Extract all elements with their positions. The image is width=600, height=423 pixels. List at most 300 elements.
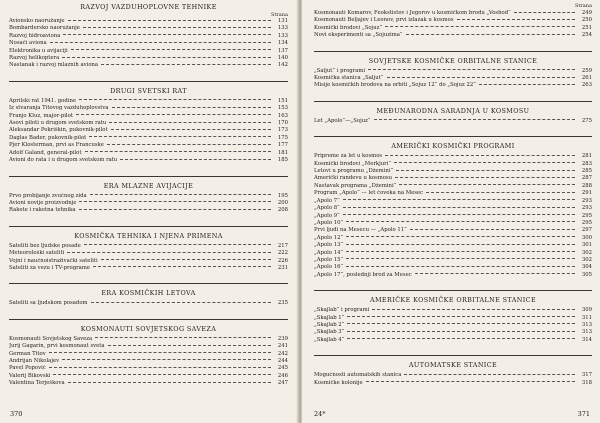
entry-page-number: 287 (581, 175, 592, 182)
entry-page-number: 283 (581, 160, 592, 167)
entry-page-number: 250 (581, 17, 592, 24)
section-title: SOVJETSKE KOSMIČKE ORBITALNE STANICE (368, 56, 538, 65)
toc-entry (9, 40, 288, 47)
toc-entry (314, 17, 592, 24)
entry-page-number: 247 (277, 380, 288, 387)
entry-page-number: 181 (277, 149, 288, 156)
toc-entry (314, 175, 592, 182)
toc-entry (314, 68, 592, 75)
toc-entry (9, 373, 288, 380)
strana-column-label: Strana (574, 3, 592, 9)
dot-leader (83, 27, 271, 28)
entry-title: Misije kosmičkih brodova na orbiti „Sojuz 12“ do „Sojuz 22“ (314, 82, 476, 89)
entry-title: Aleksandar Pokriškin, pukovnik-pilot (9, 127, 108, 134)
dot-leader (76, 114, 271, 115)
dot-leader (95, 337, 271, 338)
entry-page-number: 302 (581, 256, 592, 263)
entry-page-number: 244 (277, 357, 288, 364)
toc-entry (9, 193, 288, 200)
entry-title: Avioni do rata i u drugom svetskom ratu (9, 157, 118, 164)
toc-entry (9, 142, 288, 149)
toc-entry (9, 200, 288, 207)
section-title: DRUGI SVETSKI RAT (110, 86, 187, 95)
entry-page-number: 200 (277, 199, 288, 206)
entry-title: Vojni i naučnoistraživački sateliti (9, 257, 98, 264)
entry-title: „Apolo 8“ (314, 205, 340, 212)
toc-entry-list (314, 68, 592, 90)
dot-leader (457, 19, 575, 20)
dot-leader (394, 162, 575, 163)
entry-title: Iz stvaranja Titovog vazduhoplovstva (9, 105, 109, 112)
entry-page-number: 222 (277, 250, 288, 257)
entry-title: Jurij Gagarin, prvi kosmonaut sveta (9, 343, 105, 350)
dot-leader (399, 184, 575, 185)
toc-entry (9, 207, 288, 214)
entry-title: Kosmički brodovi „Merkjuri“ (314, 160, 392, 167)
entry-title: „Saljut“ i programi (314, 67, 366, 74)
entry-page-number: 314 (581, 336, 592, 343)
toc-entry (9, 120, 288, 127)
toc-entry (9, 358, 288, 365)
toc-entry (314, 315, 592, 322)
entry-title: Kosmičke kolonije (314, 379, 363, 386)
toc-section (9, 182, 288, 215)
entry-page-number: 246 (277, 372, 288, 379)
toc-entry-list (314, 153, 592, 279)
entry-title: „Apolo 9“ (314, 212, 340, 219)
dot-leader (112, 107, 271, 108)
entry-title: „Skajlab 1“ (314, 314, 345, 321)
dot-leader (49, 352, 271, 353)
dot-leader (120, 159, 271, 160)
entry-page-number: 133 (277, 25, 288, 32)
toc-entry (314, 168, 592, 175)
dot-leader (109, 122, 271, 123)
dot-leader (85, 151, 272, 152)
dot-leader (53, 374, 271, 375)
entry-page-number: 281 (581, 153, 592, 160)
toc-entry (9, 365, 288, 372)
entry-title: Nastavak programa „Džemini“ (314, 182, 397, 189)
toc-entry (314, 32, 592, 39)
dot-leader (71, 49, 271, 50)
entry-page-number: 254 (581, 32, 592, 39)
dot-leader (62, 359, 271, 360)
dot-leader (346, 221, 575, 222)
toc-entry (9, 250, 288, 257)
section-divider (314, 290, 592, 291)
toc-entry (9, 33, 288, 40)
toc-section (9, 232, 288, 273)
section-divider (9, 319, 288, 320)
toc-entry-list (9, 98, 288, 165)
dot-leader (343, 199, 575, 200)
entry-title: Valentina Terješkova (9, 380, 65, 387)
section-title: ERA MLAZNE AVIJACIJE (103, 181, 194, 190)
toc-section (314, 361, 592, 387)
dot-leader (107, 144, 271, 145)
entry-title: Sateliti sa ljudskom posadom (9, 300, 88, 307)
entry-title: Američki randevu u kosmosu (314, 175, 393, 182)
entry-page-number: 239 (277, 335, 288, 342)
toc-entry (9, 243, 288, 250)
dot-leader (410, 229, 575, 230)
toc-entry (9, 300, 288, 307)
toc-section (314, 296, 592, 344)
entry-title: Novi eksperimenti sa „Sojuzima“ (314, 32, 403, 39)
entry-page-number: 195 (277, 192, 288, 199)
dot-leader (385, 155, 575, 156)
entry-page-number: 295 (581, 212, 592, 219)
dot-leader (479, 84, 575, 85)
entry-page-number: 261 (581, 75, 592, 82)
entry-page-number: 317 (581, 372, 592, 379)
entry-page-number: 259 (581, 67, 592, 74)
entry-title: German Titov (9, 350, 46, 357)
dot-leader (101, 64, 271, 65)
toc-entry-list (9, 18, 288, 70)
dot-leader (68, 382, 271, 383)
dot-leader (366, 381, 575, 382)
entry-page-number: 208 (277, 207, 288, 214)
entry-title: „Apolo 7“ (314, 197, 340, 204)
dot-leader (404, 374, 575, 375)
entry-title: Pripreme za let u kosmos (314, 153, 383, 160)
page-number: 370 (10, 410, 23, 418)
entry-page-number: 140 (277, 55, 288, 62)
entry-title: Avionsko naoružanje (9, 18, 65, 24)
entry-title: Kosmonauti Beljajev i Leonov, prvi izlazak u kosmos (314, 17, 454, 24)
toc-entry (314, 257, 592, 264)
toc-entry (314, 337, 592, 344)
entry-page-number: 137 (277, 47, 288, 54)
entry-page-number: 293 (581, 197, 592, 204)
dot-leader (395, 177, 575, 178)
entry-page-number: 285 (581, 168, 592, 175)
entry-page-number: 245 (277, 365, 288, 372)
dot-leader (346, 236, 575, 237)
entry-page-number: 217 (277, 242, 288, 249)
toc-entry (9, 48, 288, 55)
toc-entry (314, 213, 592, 220)
dot-leader (385, 26, 575, 27)
entry-page-number: 293 (581, 205, 592, 212)
section-divider (9, 226, 288, 227)
toc-entry (314, 250, 592, 257)
dot-leader (415, 273, 575, 274)
entry-page-number: 226 (277, 257, 288, 264)
toc-entry (314, 380, 592, 387)
entry-page-number: 304 (581, 264, 592, 271)
dot-leader (63, 34, 271, 35)
left-toc (9, 3, 288, 399)
dot-leader (387, 77, 576, 78)
entry-title: Meteorološki sateliti (9, 250, 65, 257)
toc-section (9, 87, 288, 165)
entry-title: Mogućnosti automatskih stanica (314, 372, 402, 379)
toc-entry (314, 264, 592, 271)
entry-page-number: 297 (581, 227, 592, 234)
entry-title: Kosmička stanica „Saljut“ (314, 75, 384, 82)
toc-entry (9, 150, 288, 157)
entry-page-number: 300 (581, 234, 592, 241)
entry-title: Prvo probijanje zvučnog zida (9, 192, 87, 199)
section-title: AUTOMATSKE STANICE (408, 361, 498, 370)
dot-leader (343, 214, 575, 215)
dot-leader (79, 209, 271, 210)
toc-section (9, 289, 288, 307)
entry-page-number: 235 (277, 300, 288, 307)
section-title: MEĐUNARODNA SARADNJA U KOSMOSU (376, 106, 530, 115)
entry-page-number: 170 (277, 120, 288, 127)
toc-entry (9, 55, 288, 62)
entry-page-number: 313 (581, 329, 592, 336)
entry-page-number: 263 (581, 82, 592, 89)
toc-entry-list (314, 372, 592, 387)
entry-title: „Apolo 17“, poslednji brod za Mesec (314, 271, 412, 278)
right-toc (314, 3, 592, 398)
entry-title: Asovi piloti u drugom svetskom ratu (9, 120, 107, 127)
dot-leader (346, 251, 575, 252)
entry-page-number: 302 (581, 249, 592, 256)
toc-entry (314, 322, 592, 329)
toc-section (314, 10, 592, 40)
toc-entry (9, 157, 288, 164)
toc-entry (314, 198, 592, 205)
entry-title: Letovi u programu „Džemini“ (314, 168, 394, 175)
entry-title: Valerij Bikovski (9, 372, 51, 379)
entry-title: Andrijan Nikolajev (9, 357, 60, 364)
dot-leader (79, 99, 271, 100)
entry-title: Nosači aviona (9, 40, 47, 47)
toc-entry-list (9, 336, 288, 388)
dot-leader (101, 259, 271, 260)
toc-entry (9, 105, 288, 112)
dot-leader (89, 136, 271, 137)
section-divider (314, 136, 592, 137)
entry-page-number: 288 (581, 182, 592, 189)
dot-leader (108, 345, 271, 346)
section-title: RAZVOJ VAZDUHOPLOVNE TEHNIKE (80, 3, 217, 11)
entry-page-number: 133 (277, 32, 288, 39)
entry-title: Avioni novije proizvodnje (9, 199, 77, 206)
printer-signature: 24* (314, 410, 326, 418)
toc-entry (9, 113, 288, 120)
toc-entry (314, 161, 592, 168)
toc-entry (314, 183, 592, 190)
entry-title: Kosmonauti Komarov, Feokstistov i Jegorov u kosmičkom brodu „Voshod“ (314, 10, 511, 16)
entry-title: Let „Apolo“—„Sojuz“ (314, 117, 371, 124)
toc-entry (314, 153, 592, 160)
toc-entry (9, 18, 288, 25)
entry-title: „Apolo 14“ (314, 249, 344, 256)
dot-leader (347, 338, 575, 339)
entry-title: Razvoj hidroaviona (9, 32, 61, 39)
entry-page-number: 251 (581, 24, 592, 31)
entry-title: Franjo Kluz, major-pilot (9, 112, 73, 119)
dot-leader (90, 194, 271, 195)
entry-title: Pjer Klosterman, prvi as Francuske (9, 142, 104, 149)
dot-leader (67, 252, 271, 253)
toc-entry (314, 372, 592, 379)
dot-leader (111, 129, 271, 130)
toc-section (314, 107, 592, 125)
entry-title: Adolf Galand, general-pilot (9, 149, 82, 156)
entry-page-number: 242 (277, 350, 288, 357)
toc-entry (9, 351, 288, 358)
dot-leader (406, 34, 575, 35)
entry-title: Razvoj helikoptera (9, 55, 60, 62)
dot-leader (514, 12, 575, 13)
entry-title: Aprilski rat 1941. godine (9, 97, 77, 104)
section-title: AMERIČKI KOSMIČKI PROGRAMI (391, 142, 515, 151)
entry-title: „Skajlab 4“ (314, 336, 345, 343)
entry-title: „Skajlab“ i programi (314, 307, 370, 314)
dot-leader (93, 266, 271, 267)
toc-entry (9, 343, 288, 350)
toc-entry (314, 235, 592, 242)
section-divider (314, 51, 592, 52)
section-title: KOSMIČKA TEHNIKA I NJENA PRIMENA (74, 231, 223, 240)
dot-leader (79, 201, 271, 202)
entry-title: „Apolo 10“ (314, 219, 344, 226)
entry-title: Rakete i raketna tehnika (9, 207, 76, 214)
entry-page-number: 153 (277, 105, 288, 112)
toc-entry-list (314, 307, 592, 344)
section-title: AMERIČKE KOSMIČKE ORBITALNE STANICE (369, 296, 537, 305)
section-divider (9, 81, 288, 82)
entry-title: Kosmonauti Sovjetskog Saveza (9, 335, 93, 342)
toc-section (9, 3, 288, 70)
toc-section (9, 325, 288, 388)
dot-leader (68, 20, 271, 21)
entry-page-number: 173 (277, 127, 288, 134)
dot-leader (343, 207, 575, 208)
dot-leader (396, 170, 575, 171)
toc-entry (9, 380, 288, 387)
entry-title: Elektronika u avijaciji (9, 47, 68, 54)
entry-title: „Apolo 15“ (314, 256, 344, 263)
entry-title: Kosmički brodovi „Sojuz“ (314, 24, 383, 31)
toc-entry (314, 205, 592, 212)
section-title: KOSMONAUTI SOVJETSKOG SAVEZA (80, 324, 217, 333)
toc-entry (314, 242, 592, 249)
toc-entry (314, 190, 592, 197)
left-page (0, 0, 298, 423)
dot-leader (347, 316, 575, 317)
toc-entry-list (9, 243, 288, 273)
entry-title: Prvi ljudi na Mesecu — „Apolo 11“ (314, 227, 407, 234)
dot-leader (91, 302, 271, 303)
toc-section (314, 142, 592, 279)
entry-title: Pavel Popović (9, 365, 46, 372)
dot-leader (347, 331, 575, 332)
entry-title: Sateliti bez ljudske posade (9, 242, 81, 249)
toc-entry (9, 98, 288, 105)
entry-title: Nastanak i razvoj mlaznih aviona (9, 62, 99, 69)
dot-leader (346, 244, 575, 245)
section-divider (9, 176, 288, 177)
entry-page-number: 134 (277, 40, 288, 47)
toc-entry-list (9, 300, 288, 307)
toc-entry (314, 307, 592, 314)
toc-entry (314, 118, 592, 125)
toc-entry-list (314, 118, 592, 125)
entry-title: Program „Apolo“ — let čoveka na Mesec (314, 190, 424, 197)
dot-leader (62, 57, 271, 58)
entry-page-number: 175 (277, 134, 288, 141)
section-divider (9, 283, 288, 284)
toc-entry (314, 10, 592, 17)
toc-entry (314, 272, 592, 279)
entry-title: „Skajlab 3“ (314, 329, 345, 336)
entry-title: „Apolo 13“ (314, 242, 344, 249)
entry-page-number: 142 (277, 62, 288, 69)
entry-page-number: 177 (277, 142, 288, 149)
toc-entry (314, 227, 592, 234)
dot-leader (49, 367, 271, 368)
toc-entry (9, 265, 288, 272)
dot-leader (84, 244, 271, 245)
entry-page-number: 311 (581, 314, 592, 321)
entry-page-number: 309 (581, 307, 592, 314)
entry-title: „Apolo 16“ (314, 264, 344, 271)
toc-entry (314, 25, 592, 32)
strana-column-label: Strana (270, 12, 288, 18)
dot-leader (368, 69, 575, 70)
entry-page-number: 231 (277, 264, 288, 271)
toc-entry (314, 82, 592, 89)
dot-leader (346, 258, 575, 259)
dot-leader (346, 266, 575, 267)
entry-title: Bombardersko naoružanje (9, 25, 80, 32)
toc-entry (9, 62, 288, 69)
toc-entry (9, 127, 288, 134)
entry-page-number: 275 (581, 117, 592, 124)
toc-entry (314, 329, 592, 336)
entry-page-number: 151 (277, 97, 288, 104)
toc-entry-list (9, 193, 288, 215)
entry-page-number: 241 (277, 343, 288, 350)
entry-page-number: 305 (581, 271, 592, 278)
section-divider (314, 101, 592, 102)
section-title: ERA KOSMIČKIH LETOVA (101, 289, 196, 298)
toc-entry (314, 75, 592, 82)
dot-leader (426, 192, 575, 193)
toc-entry (9, 25, 288, 32)
right-page (302, 0, 600, 423)
section-divider (314, 355, 592, 356)
entry-page-number: 313 (581, 321, 592, 328)
entry-title: „Apolo 12“ (314, 234, 344, 241)
toc-section (314, 57, 592, 90)
entry-page-number: 185 (277, 157, 288, 164)
entry-page-number: 318 (581, 379, 592, 386)
entry-title: „Skajlab 2“ (314, 321, 345, 328)
entry-page-number: 249 (581, 10, 592, 16)
toc-entry (9, 336, 288, 343)
entry-title: Sateliti za vezu i TV-programe (9, 264, 90, 271)
dot-leader (374, 119, 575, 120)
toc-entry (314, 220, 592, 227)
entry-page-number: 163 (277, 112, 288, 119)
entry-page-number: 131 (277, 18, 288, 24)
toc-entry (9, 258, 288, 265)
toc-entry-list (314, 10, 592, 40)
entry-title: Daglas Bader, pukovnik-pilot (9, 134, 87, 141)
entry-page-number: 291 (581, 190, 592, 197)
dot-leader (347, 323, 575, 324)
